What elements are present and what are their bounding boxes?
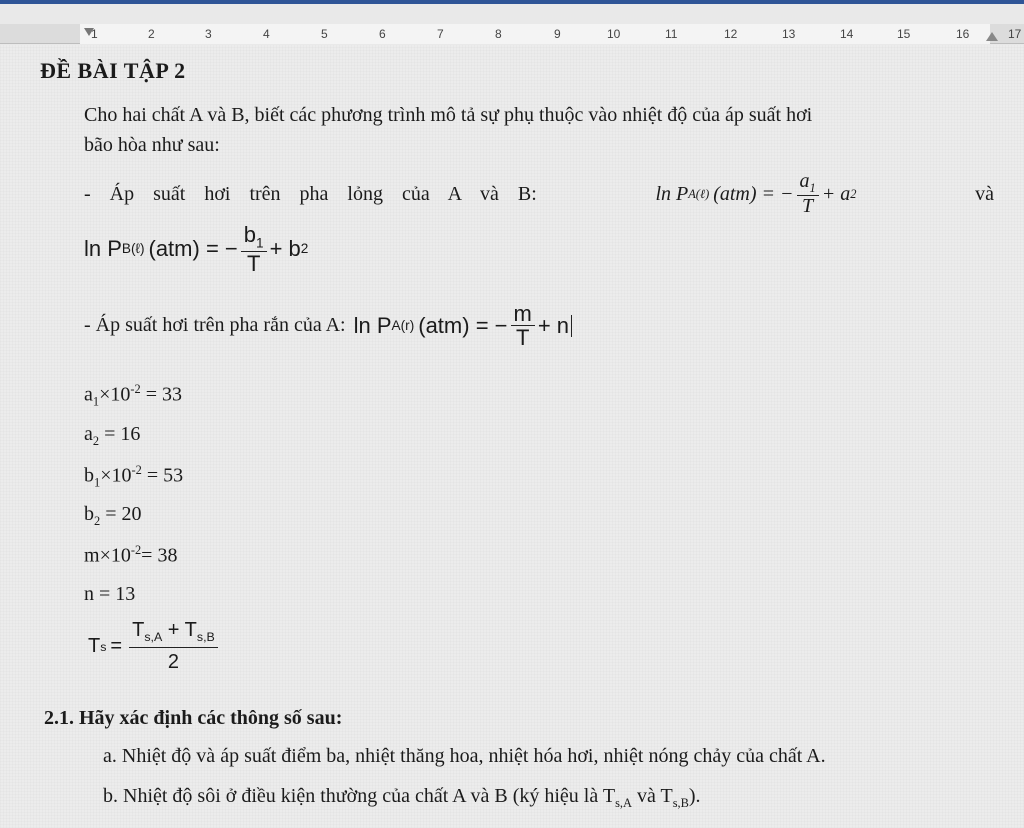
- ruler-tick: 11: [665, 27, 678, 41]
- eq-a-den: T: [802, 195, 814, 218]
- ts-num1-sub: s,A: [144, 630, 163, 644]
- eq-a-unit: (atm) = −: [713, 182, 794, 205]
- solid-phase-label: - Áp suất hơi trên pha rắn của A:: [84, 314, 346, 337]
- question-b-sub1: s,A: [615, 796, 632, 810]
- text-cursor: [571, 315, 572, 337]
- ruler-tick: 14: [840, 27, 854, 41]
- question-b-pre: b. Nhiệt độ sôi ở điều kiện thường của chất A và B (ký hiệu là T: [103, 785, 616, 807]
- page-title: ĐỀ BÀI TẬP 2: [40, 58, 186, 83]
- const-mult: ×10: [100, 464, 132, 487]
- eq-a-num-sub: 1: [809, 181, 816, 195]
- ts-plus: + T: [167, 619, 197, 641]
- constant-a1: [84, 382, 182, 410]
- ts-lhs: T: [88, 635, 101, 657]
- ruler-active-area: [80, 24, 990, 44]
- const-exp: -2: [130, 382, 141, 396]
- const-name: m: [84, 544, 100, 567]
- ruler-tick: 6: [379, 27, 386, 41]
- const-sub: 2: [94, 514, 101, 528]
- eq-b-plus: + b: [269, 235, 301, 261]
- eq-b-fraction: [241, 223, 267, 275]
- eq-s-ln: ln P: [353, 312, 392, 338]
- eq-a-sub: A(ℓ): [688, 186, 710, 201]
- intro-line-1: Cho hai chất A và B, biết các phương trình mô tả sự phụ thuộc vào nhiệt độ của áp suất hơi: [84, 104, 813, 126]
- eq-b-plus-sub: 2: [300, 241, 309, 257]
- ts-num1: T: [132, 619, 145, 641]
- eq-a-plus-sub: 2: [850, 186, 857, 201]
- constant-b2: [84, 503, 141, 529]
- eq-s-num: m: [511, 302, 535, 326]
- ruler-tick: 2: [148, 27, 155, 41]
- eq-b-den: T: [246, 250, 261, 276]
- ruler-tick: 13: [782, 27, 796, 41]
- ts-eq: =: [110, 635, 123, 657]
- eq-a-num: a: [799, 170, 810, 192]
- eq-b-unit: (atm) = −: [148, 235, 238, 261]
- eq-b-sub: B(ℓ): [121, 241, 145, 257]
- const-mult: ×10: [99, 383, 131, 406]
- const-name: n: [84, 583, 94, 605]
- eq-s-plus: + n: [537, 312, 570, 338]
- const-value: = 13: [94, 583, 136, 605]
- ts-den: 2: [167, 651, 180, 674]
- const-exp: -2: [130, 543, 142, 557]
- question-b: [103, 785, 701, 811]
- equation-solid: [354, 302, 572, 349]
- ruler-tick: 15: [897, 27, 911, 41]
- const-mult: ×10: [99, 544, 131, 567]
- ruler-tick: 17: [1008, 27, 1022, 41]
- ruler-tick: 3: [205, 27, 212, 41]
- question-a: a. Nhiệt độ và áp suất điểm ba, nhiệt thăng hoa, nhiệt hóa hơi, nhiệt nóng chảy của chất A.: [103, 745, 826, 767]
- eq-b-ln: ln P: [84, 235, 122, 261]
- horizontal-ruler[interactable]: [0, 24, 1024, 44]
- eq-s-fraction: [511, 302, 535, 349]
- liquid-phase-line: [84, 171, 994, 217]
- const-sub: 1: [94, 475, 101, 490]
- eq-a-P: P: [676, 182, 689, 205]
- ruler-tick: 12: [724, 27, 738, 41]
- ts-fraction: [129, 620, 218, 673]
- const-name: a: [84, 423, 93, 445]
- ruler-tick: 9: [554, 27, 561, 41]
- ruler-tick: 5: [321, 27, 328, 41]
- eq-b-num-sub: 1: [256, 235, 264, 251]
- solid-phase-line: [84, 302, 572, 349]
- const-name: b: [84, 464, 94, 487]
- equation-b-liquid: [84, 223, 308, 275]
- constant-n: [84, 583, 135, 606]
- const-value: = 53: [141, 464, 184, 487]
- eq-a-fraction: [797, 171, 819, 217]
- const-value: = 38: [141, 544, 178, 567]
- conjunction: và: [975, 182, 994, 205]
- ruler-tick: 7: [437, 27, 444, 41]
- question-b-sub2: s,B: [672, 796, 689, 810]
- question-b-end: ).: [688, 785, 701, 807]
- equation-ts: [88, 620, 221, 673]
- ruler-tick: 8: [495, 27, 502, 41]
- eq-a-ln: ln: [655, 182, 671, 205]
- eq-s-unit: (atm) = −: [418, 312, 508, 338]
- equation-a-liquid: [655, 171, 856, 217]
- ts-num2-sub: s,B: [196, 630, 215, 644]
- question-b-mid: và T: [631, 785, 673, 807]
- const-exp: -2: [131, 463, 142, 477]
- eq-a-plus: + a: [821, 182, 851, 205]
- constant-a2: [84, 423, 140, 449]
- ts-lhs-sub: s: [100, 639, 107, 654]
- liquid-phase-label: - Áp suất hơi trên pha lỏng của A và B:: [84, 182, 537, 205]
- ruler-tick: 10: [607, 27, 621, 41]
- ruler-tick: 1: [91, 27, 98, 41]
- const-name: a: [84, 383, 93, 406]
- right-indent-marker[interactable]: [986, 32, 998, 41]
- constant-b1: [84, 463, 183, 491]
- eq-s-sub: A(r): [391, 318, 415, 334]
- const-value: = 33: [140, 383, 182, 406]
- eq-s-den: T: [515, 325, 530, 351]
- section-heading: 2.1. Hãy xác định các thông số sau:: [44, 707, 343, 729]
- const-value: = 16: [99, 423, 141, 445]
- window-top-edge: [0, 0, 1024, 4]
- const-name: b: [84, 503, 94, 525]
- eq-b-num: b: [243, 222, 256, 247]
- ruler-tick: 16: [956, 27, 970, 41]
- const-value: = 20: [100, 503, 142, 525]
- const-sub: 1: [92, 394, 100, 409]
- intro-line-2: bão hòa như sau:: [84, 134, 220, 156]
- ruler-tick: 4: [263, 27, 270, 41]
- const-sub: 2: [92, 434, 100, 448]
- constant-m: [84, 543, 177, 568]
